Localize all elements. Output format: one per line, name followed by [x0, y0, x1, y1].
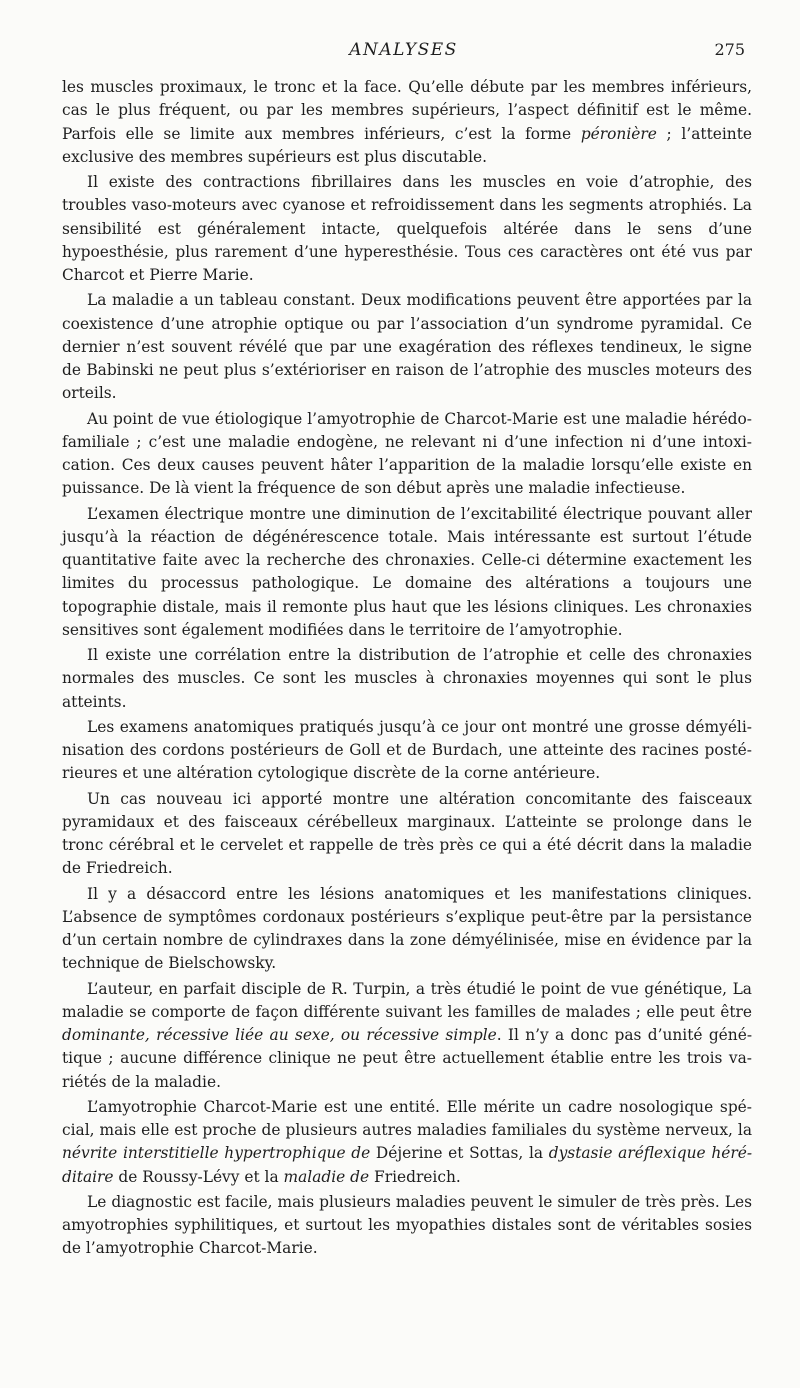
paragraph	[62, 1191, 752, 1261]
text-run: de Roussy-Lévy et la	[113, 1167, 284, 1186]
running-title: ANALYSES	[349, 40, 458, 60]
text-run: ; l’atteinte exclusive des membres supérieurs est plus discutable.	[62, 124, 752, 166]
text-run: Au point de vue étiologique l’amyotrophie de Charcot-Marie est une maladie hérédo-familiale ; c’est une maladie endogène, ne relevant ni d’une infection ni d’une intoxication. Ces deux causes peuvent hâter l’apparition de la maladie lorsqu’elle existe en puissance. De là vient la fréquence de son début après une maladie infectieuse.	[62, 409, 752, 498]
text-run: L’auteur, en parfait disciple de R. Turpin, a très étudié le point de vue génétique, La maladie se comporte de façon différente suivant les familles de malades ; elle peut être	[62, 979, 752, 1021]
text-run: L’amyotrophie Charcot-Marie est une entité. Elle mérite un cadre nosologique spécial, mais elle est proche de plusieurs autres maladies familiales du système nerveux, la	[62, 1097, 752, 1139]
text-run: Un cas nouveau ici apporté montre une altération concomitante des faisceaux pyramidaux et des faisceaux cérébelleux marginaux. L’atteinte se prolonge dans le tronc cérébral et le cervelet et rappelle de très près ce qui a été décrit dans la maladie de Friedreich.	[62, 789, 752, 878]
paragraph	[62, 289, 752, 405]
italic-text: névrite interstitielle hypertrophique de	[62, 1144, 371, 1163]
text-run: Déjerine et Sottas, la	[370, 1144, 549, 1163]
text-run: Les examens anatomiques pratiqués jusqu’à ce jour ont montré une grosse démyélinisation des cordons postérieurs de Goll et de Burdach, une atteinte des racines postérieures et une altération cytologique discrète de la corne antérieure.	[62, 717, 752, 783]
text-run: Le diagnostic est facile, mais plusieurs maladies peuvent le simuler de très près. Les amyotrophies syphilitiques, et surtout les myopathies distales sont de véritables sosies de l’amyotrophie Charcot-Marie.	[62, 1192, 752, 1258]
text-run: . Il n’y a donc pas d’unité génétique ; aucune différence clinique ne peut être actuellement établie entre les trois variétés de la maladie.	[62, 1026, 753, 1091]
paragraph	[62, 978, 752, 1094]
text-run: Il y a désaccord entre les lésions anatomiques et les manifestations cliniques. L’absence de symptômes cordonaux postérieurs s’explique peut-être par la persistance d’un certain nombre de cylindraxes dans la zone démyélinisée, mise en évidence par la technique de Bielschowsky.	[62, 884, 752, 973]
paragraph	[62, 76, 752, 169]
italic-text: dominante, récessive liée au sexe, ou récessive simple	[62, 1026, 497, 1044]
paragraph	[62, 503, 752, 643]
running-head	[62, 40, 745, 64]
text-run: La maladie a un tableau constant. Deux modifications peuvent être apportées par la coexistence d’une atrophie optique ou par l’association d’un syndrome pyramidal. Ce dernier n’est souvent révélé que par une exagération des réflexes tendineux, le signe de Babinski ne peut plus s’extérioriser en raison de l’atrophie des muscles moteurs des orteils.	[62, 291, 752, 403]
text-run: Il existe des contractions fibrillaires dans les muscles en voie d’atrophie, des troubles vaso-moteurs avec cyanose et refroidissement dans les segments atrophiés. La sensibilité est généralement intacte, quelquefois altérée dans le sens d’une hypoesthésie, plus rarement d’une hyperesthésie. Tous ces caractères ont été vus par Charcot et Pierre Marie.	[62, 173, 752, 284]
body-text	[62, 76, 752, 1263]
paragraph	[62, 1096, 752, 1189]
page-number: 275	[714, 40, 745, 59]
paragraph	[62, 788, 752, 881]
paragraph	[62, 644, 752, 714]
italic-text: dystasie aréflexique héréditaire	[62, 1144, 753, 1186]
italic-text: péronière	[580, 124, 657, 143]
paragraph	[62, 408, 752, 501]
text-run: Il existe une corrélation entre la distribution de l’atrophie et celle des chronaxies normales des muscles. Ce sont les muscles à chronaxies moyennes qui sont le plus atteints.	[62, 646, 752, 711]
text-run: Friedreich.	[369, 1167, 461, 1186]
paragraph	[62, 716, 752, 786]
italic-text: maladie de	[283, 1167, 370, 1186]
text-run: L’examen électrique montre une diminution de l’excitabilité électrique pouvant aller jusqu’à la réaction de dégénérescence totale. Mais intéressante est surtout l’étude quantitative faite avec la recherche des chronaxies. Celle-ci détermine exactement les limites du processus pathologique. Le domaine des altérations a toujours une topographie distale, mais il remonte plus haut que les lésions cliniques. Les chronaxies sensitives sont également modifiées dans le territoire de l’amyotrophie.	[62, 504, 752, 639]
text-run: les muscles proximaux, le tronc et la face. Qu’elle débute par les membres inférieurs, cas le plus fréquent, ou par les membres supérieurs, l’aspect définitif est le même. Parfois elle se limite aux membres inférieurs, c’est la forme	[62, 78, 752, 143]
paragraph	[62, 171, 752, 287]
paragraph	[62, 883, 752, 976]
